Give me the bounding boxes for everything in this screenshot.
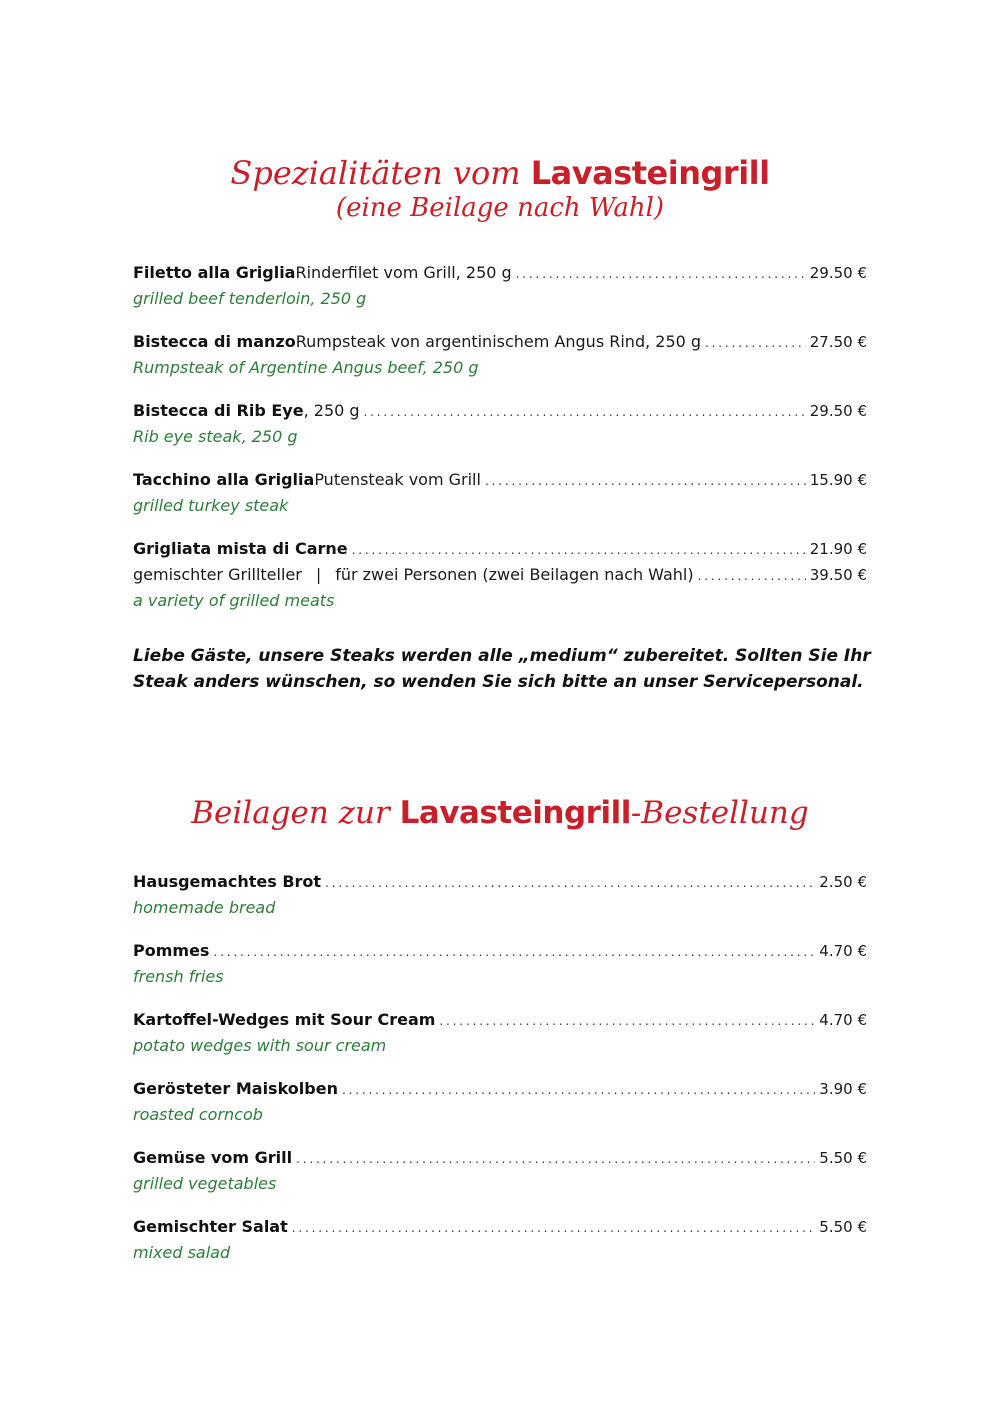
item-description: Rinderfilet vom Grill, 250 g	[295, 263, 512, 282]
dot-leader	[439, 1008, 815, 1034]
title-script-suffix: -Bestellung	[630, 795, 809, 831]
title-script-part: Beilagen zur	[191, 795, 390, 831]
item-variant-description: gemischter Grillteller	[133, 565, 302, 584]
dot-leader	[485, 468, 806, 494]
variant-separator: |	[315, 565, 322, 584]
item-name: Kartoffel-Wedges mit Sour Cream	[133, 1010, 436, 1029]
item-english: grilled turkey steak	[133, 496, 289, 515]
item-price: 29.50 €	[809, 402, 867, 420]
item-price: 27.50 €	[809, 333, 867, 351]
menu-item	[133, 398, 867, 450]
item-price: 4.70 €	[819, 942, 867, 960]
item-price: 29.50 €	[809, 264, 867, 282]
item-english: mixed salad	[133, 1243, 231, 1262]
side-item	[133, 1076, 867, 1128]
item-name: Pommes	[133, 941, 210, 960]
dot-leader	[516, 261, 806, 287]
item-price: 15.90 €	[809, 471, 867, 489]
title-script-part: Spezialitäten vom	[230, 154, 521, 192]
item-name: Bistecca di Rib Eye	[133, 401, 304, 420]
item-english: Rib eye steak, 250 g	[133, 427, 298, 446]
item-english: Rumpsteak of Argentine Angus beef, 250 g	[133, 358, 479, 377]
dot-leader	[698, 563, 806, 589]
section-subtitle: (eine Beilage nach Wahl)	[335, 193, 665, 223]
item-name: Gerösteter Maiskolben	[133, 1079, 338, 1098]
item-price: 4.70 €	[819, 1011, 867, 1029]
dot-leader	[292, 1215, 816, 1241]
item-price: 5.50 €	[819, 1218, 867, 1236]
item-name: Gemüse vom Grill	[133, 1148, 293, 1167]
steak-note: Liebe Gäste, unsere Steaks werden alle „medium“ zubereitet. Sollten Sie Ihr Steak anders wünschen, so wenden Sie sich bitte an unser Servicepersonal.	[133, 646, 871, 692]
item-english: frensh fries	[133, 967, 224, 986]
side-item	[133, 869, 867, 921]
dot-leader	[296, 1146, 815, 1172]
item-variant-price: 39.50 €	[809, 566, 867, 584]
title-bold-part: Lavasteingrill	[399, 795, 631, 831]
side-item	[133, 1145, 867, 1197]
item-price: 2.50 €	[819, 873, 867, 891]
item-name: Bistecca di manzo	[133, 332, 296, 351]
menu-item-mixed-grill	[133, 536, 867, 614]
dot-leader	[342, 1077, 815, 1103]
item-english: a variety of grilled meats	[133, 591, 335, 610]
item-name: Gemischter Salat	[133, 1217, 288, 1236]
dot-leader	[325, 870, 815, 896]
item-variant-detail: für zwei Personen (zwei Beilagen nach Wahl)	[335, 565, 694, 584]
menu-item	[133, 467, 867, 519]
item-price: 3.90 €	[819, 1080, 867, 1098]
menu-item	[133, 260, 867, 312]
item-english: potato wedges with sour cream	[133, 1036, 387, 1055]
item-price: 21.90 €	[809, 540, 867, 558]
menu-item	[133, 329, 867, 381]
side-item	[133, 1007, 867, 1059]
item-name: Tacchino alla Griglia	[133, 470, 315, 489]
item-name: Filetto alla Griglia	[133, 263, 296, 282]
item-description: , 250 g	[303, 401, 360, 420]
dot-leader	[705, 330, 806, 356]
item-description: Rumpsteak von argentinischem Angus Rind, 250 g	[295, 332, 702, 351]
item-name: Grigliata mista di Carne	[133, 539, 348, 558]
section-title-sides	[0, 790, 1000, 836]
item-english: grilled vegetables	[133, 1174, 277, 1193]
dot-leader	[364, 399, 806, 425]
dot-leader	[352, 537, 806, 563]
item-name: Hausgemachtes Brot	[133, 872, 322, 891]
item-price: 5.50 €	[819, 1149, 867, 1167]
item-english: roasted corncob	[133, 1105, 263, 1124]
title-bold-part: Lavasteingrill	[530, 154, 770, 192]
item-english: grilled beef tenderloin, 250 g	[133, 289, 367, 308]
dot-leader	[213, 939, 815, 965]
side-item	[133, 938, 867, 990]
item-english: homemade bread	[133, 898, 276, 917]
side-item	[133, 1214, 867, 1266]
item-description: Putensteak vom Grill	[314, 470, 481, 489]
